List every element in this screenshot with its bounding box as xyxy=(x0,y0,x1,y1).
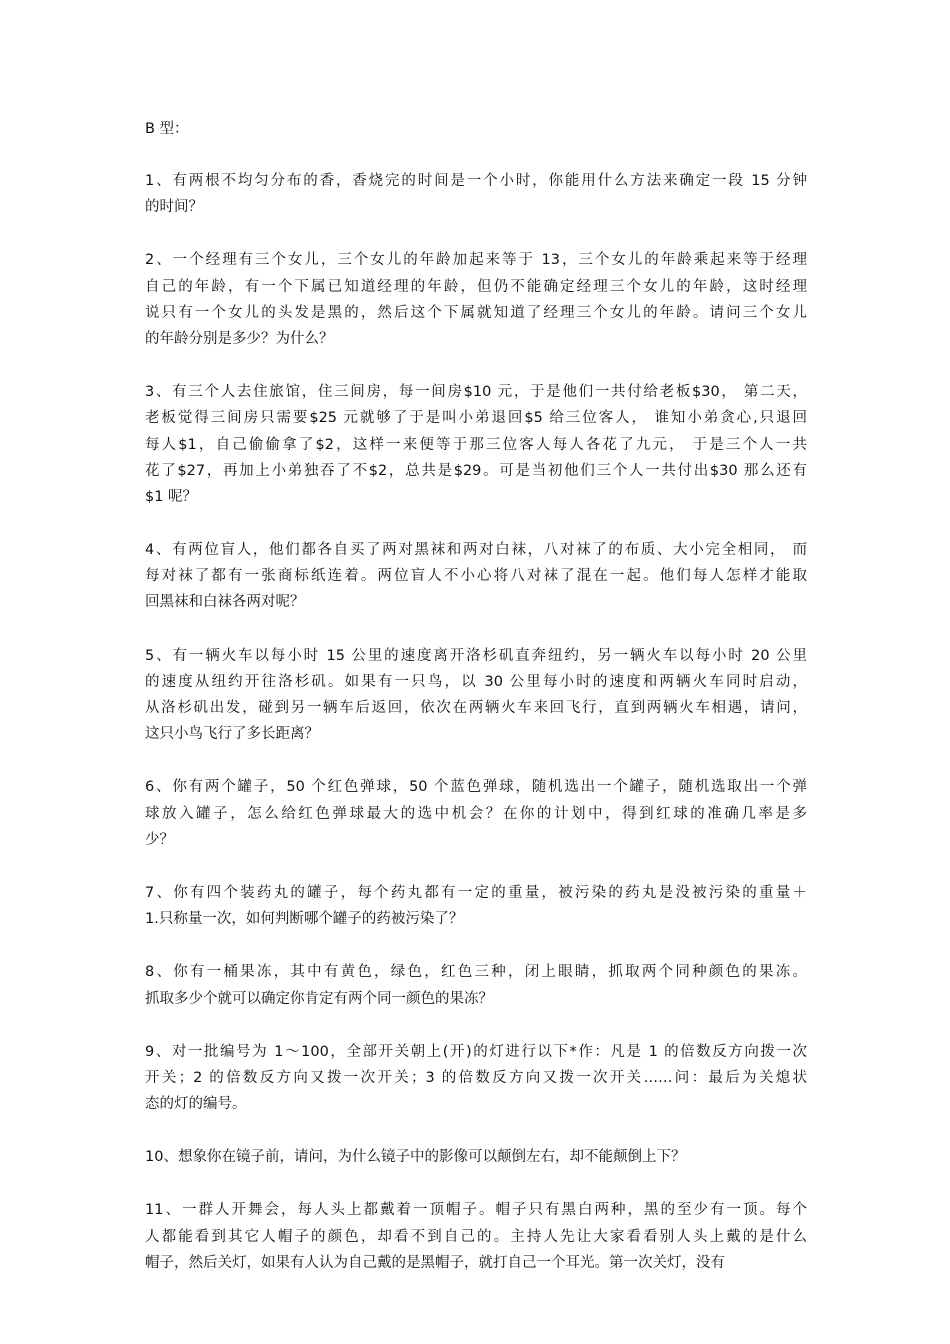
text-line: 11、一群人开舞会，每人头上都戴着一顶帽子。帽子只有黑白两种，黑的至少有一顶。每个 xyxy=(145,1202,807,1219)
question-paragraph xyxy=(145,1039,807,1118)
text-line: 花了$27，再加上小弟独吞了不$2，总共是$29。可是当初他们三个人一共付出$30 那么还有 xyxy=(145,462,807,479)
text-line: 从洛杉矶出发，碰到另一辆车后返回，依次在两辆火车来回飞行，直到两辆火车相遇，请问， xyxy=(145,700,807,716)
text-line: 7、你有四个装药丸的罐子，每个药丸都有一定的重量，被污染的药丸是没被污染的重量＋ xyxy=(145,884,807,901)
question-list xyxy=(145,168,807,1276)
text-line: 8、你有一桶果冻，其中有黄色，绿色，红色三种，闭上眼睛，抓取两个同种颜色的果冻。 xyxy=(145,964,807,981)
text-line: 每对袜了都有一张商标纸连着。两位盲人不小心将八对袜了混在一起。他们每人怎样才能取 xyxy=(145,568,807,585)
question-paragraph xyxy=(145,774,807,853)
question-paragraph xyxy=(145,643,807,748)
text-line: 帽子，然后关灯，如果有人认为自己戴的是黑帽子，就打自己一个耳光。第一次关灯，没有 xyxy=(145,1254,725,1271)
text-line: 人都能看到其它人帽子的颜色，却看不到自己的。主持人先让大家看看别人头上戴的是什么 xyxy=(145,1228,807,1245)
question-paragraph xyxy=(145,379,807,510)
text-line: 6、你有两个罐子，50 个红色弹球，50 个蓝色弹球，随机选出一个罐子，随机选取出一个弹 xyxy=(145,779,807,796)
text-line: 说只有一个女儿的头发是黑的，然后这个下属就知道了经理三个女儿的年龄。请问三个女儿 xyxy=(145,304,807,321)
text-line: 9、对一批编号为 1～100，全部开关朝上(开)的灯进行以下*作：凡是 1 的倍数反方向拨一次 xyxy=(145,1043,807,1060)
text-line: 3、有三个人去住旅馆，住三间房，每一间房$10 元，于是他们一共付给老板$30， 第二天， xyxy=(145,384,807,401)
text-line: 1、有两根不均匀分布的香，香烧完的时间是一个小时，你能用什么方法来确定一段 15 分钟 xyxy=(145,173,807,189)
text-line: 5、有一辆火车以每小时 15 公里的速度离开洛杉矶直奔纽约，另一辆火车以每小时 20 公里 xyxy=(145,647,807,664)
text-line: 少？ xyxy=(145,831,174,848)
text-line: 每人$1，自己偷偷拿了$2，这样一来便等于那三位客人每人各花了九元， 于是三个人一共 xyxy=(145,436,807,453)
text-line: 老板觉得三间房只需要$25 元就够了于是叫小弟退回$5 给三位客人， 谁知小弟贪心,只退回 xyxy=(145,410,807,427)
text-line: 2、一个经理有三个女儿，三个女儿的年龄加起来等于 13，三个女儿的年龄乘起来等于经理 xyxy=(145,252,807,269)
text-line: 的时间？ xyxy=(145,199,203,216)
section-heading: B 型： xyxy=(145,121,189,137)
text-line: 回黑袜和白袜各两对呢？ xyxy=(145,594,305,611)
text-line: 开关；2 的倍数反方向又拨一次开关；3 的倍数反方向又拨一次开关……问：最后为关熄状 xyxy=(145,1069,807,1086)
question-paragraph xyxy=(145,1197,807,1276)
question-paragraph xyxy=(145,959,807,1011)
document-body xyxy=(145,116,807,1303)
text-line: 抓取多少个就可以确定你肯定有两个同一颜色的果冻？ xyxy=(145,990,493,1007)
text-line: $1 呢？ xyxy=(145,488,198,505)
text-line: 的速度从纽约开往洛杉矶。如果有一只鸟，以 30 公里每小时的速度和两辆火车同时启动， xyxy=(145,673,807,690)
text-line: 态的灯的编号。 xyxy=(145,1096,247,1113)
text-line: 10、想象你在镜子前，请问，为什么镜子中的影像可以颠倒左右，却不能颠倒上下？ xyxy=(145,1149,686,1166)
question-paragraph xyxy=(145,537,807,616)
text-line: 的年龄分别是多少？为什么？ xyxy=(145,330,334,347)
text-line: 1.只称量一次，如何判断哪个罐子的药被污染了？ xyxy=(145,911,464,928)
text-line: 球放入罐子，怎么给红色弹球最大的选中机会？在你的计划中，得到红球的准确几率是多 xyxy=(145,805,807,822)
text-line: 自己的年龄，有一个下属已知道经理的年龄，但仍不能确定经理三个女儿的年龄，这时经理 xyxy=(145,278,807,295)
question-paragraph xyxy=(145,880,807,932)
question-paragraph xyxy=(145,1144,807,1170)
question-paragraph xyxy=(145,247,807,352)
question-paragraph xyxy=(145,168,807,220)
text-line: 4、有两位盲人，他们都各自买了两对黑袜和两对白袜，八对袜了的布质、大小完全相同， 而 xyxy=(145,542,807,559)
text-line: 这只小鸟飞行了多长距离？ xyxy=(145,726,319,743)
